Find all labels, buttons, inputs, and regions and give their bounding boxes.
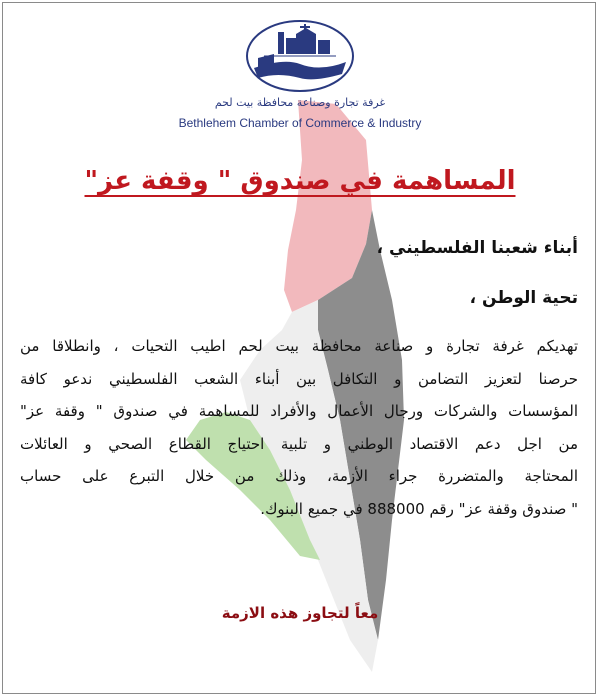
chamber-logo-icon [244, 18, 356, 94]
body-line-3: المؤسسات والشركات ورجال الأعمال والأفراد للمساهمة في صندوق " وقفة عز" [20, 402, 578, 420]
body-line-5: المحتاجة والمتضررة جراء الأزمة، وذلك من خلال التبرع على حساب [20, 467, 578, 485]
closing-slogan: معاً لتجاوز هذه الازمة [221, 604, 379, 622]
body-line-6: " صندوق وقفة عز" رقم 888000 في جميع البنوك. [260, 499, 578, 518]
greeting-line-2: تحية الوطن ، [469, 288, 578, 308]
body-line-1: تهديكم غرفة تجارة و صناعة محافظة بيت لحم اطيب التحيات ، وانطلاقا من [20, 337, 578, 355]
body-line-4: من اجل دعم الاقتصاد الوطني و تلبية احتياج القطاع الصحي و العائلات [20, 434, 578, 453]
page-title: المساهمة في صندوق " وقفة عز" [84, 166, 516, 196]
body-line-2: حرصنا لتعزيز التضامن و التكافل بين أبناء الشعب الفلسطيني ندعو كافة [20, 369, 578, 388]
org-name-arabic: غرفة تجارة وصناعة محافظة بيت لحم [214, 96, 386, 109]
body-paragraph [20, 330, 578, 525]
org-name-english: Bethlehem Chamber of Commerce & Industry [178, 116, 422, 130]
greeting-line-1: أبناء شعبنا الفلسطيني ، [376, 238, 578, 258]
